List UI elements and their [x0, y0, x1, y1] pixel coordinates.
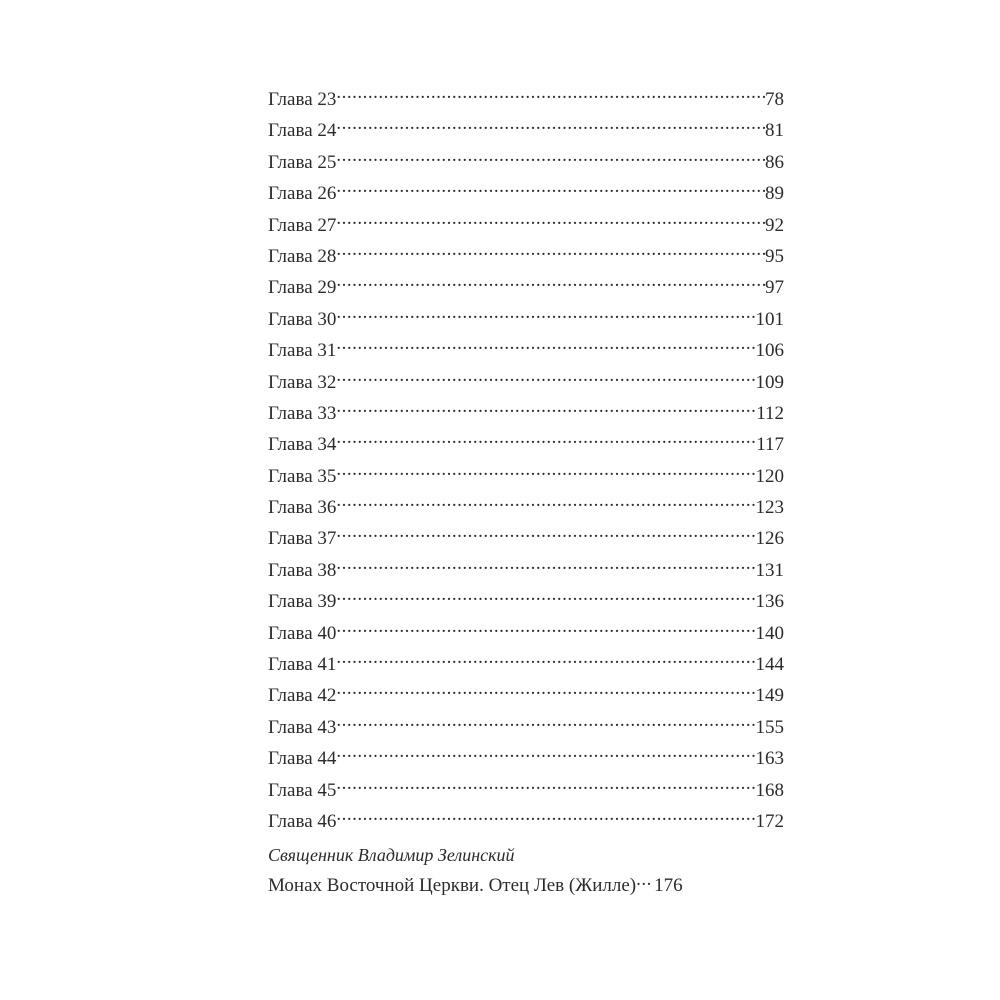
dot-leader	[336, 369, 755, 388]
toc-entry	[268, 178, 784, 209]
table-of-contents	[268, 84, 784, 901]
toc-entry-page: 112	[756, 402, 784, 424]
toc-entry-page: 163	[755, 748, 784, 770]
toc-entry-page: 89	[765, 183, 784, 205]
dot-leader	[336, 620, 755, 639]
toc-entry-label: Глава 38	[268, 559, 337, 581]
dot-leader	[336, 117, 765, 136]
toc-entry-label: Глава 35	[268, 465, 337, 487]
toc-entry-page: 97	[765, 277, 784, 299]
toc-entry-label: Глава 44	[268, 748, 337, 770]
toc-final-entry	[268, 871, 784, 901]
toc-entry-page: 120	[755, 465, 784, 487]
toc-entry-page: 172	[755, 810, 784, 832]
toc-entry-page: 126	[755, 528, 784, 550]
toc-entry	[268, 335, 784, 366]
toc-entry-page: 106	[755, 340, 784, 362]
toc-entry-page: 168	[755, 779, 784, 801]
toc-entry	[268, 429, 784, 460]
dot-leader	[636, 872, 654, 891]
toc-entry-label: Глава 46	[268, 810, 337, 832]
dot-leader	[336, 337, 755, 356]
toc-entry-page: 78	[765, 89, 784, 110]
toc-entry-page: 92	[765, 214, 784, 236]
dot-leader	[336, 557, 755, 576]
toc-entry-label: Глава 43	[268, 716, 337, 738]
toc-entry-page: 101	[755, 308, 784, 330]
toc-entry-label: Глава 29	[268, 277, 337, 299]
dot-leader	[336, 243, 765, 262]
toc-entry	[268, 147, 784, 178]
toc-entry-page: 155	[755, 716, 784, 738]
toc-entry	[268, 492, 784, 523]
dot-leader	[336, 463, 755, 482]
toc-entry-label: Глава 27	[268, 214, 337, 236]
toc-entry-page: 131	[755, 559, 784, 581]
dot-leader	[336, 777, 755, 796]
toc-entry-label: Глава 45	[268, 779, 337, 801]
toc-entry-label: Глава 28	[268, 245, 337, 267]
dot-leader	[336, 149, 765, 168]
toc-entry-label: Монах Восточной Церкви. Отец Лев (Жилле)	[268, 875, 637, 897]
toc-entry	[268, 586, 784, 617]
toc-entry-label: Глава 37	[268, 528, 337, 550]
toc-entry	[268, 680, 784, 711]
dot-leader	[336, 494, 755, 513]
toc-entry	[268, 367, 784, 398]
dot-leader	[336, 682, 755, 701]
toc-entry-label: Глава 40	[268, 622, 337, 644]
dot-leader	[336, 714, 755, 733]
toc-entry	[268, 555, 784, 586]
dot-leader	[336, 212, 765, 231]
toc-entry	[268, 649, 784, 680]
toc-entry	[268, 775, 784, 806]
toc-entry-label: Глава 41	[268, 654, 337, 676]
toc-entry-list	[268, 84, 784, 837]
toc-entry-page: 86	[765, 151, 784, 173]
toc-entry	[268, 210, 784, 241]
toc-entry	[268, 304, 784, 335]
dot-leader	[336, 808, 755, 827]
dot-leader	[336, 400, 756, 419]
dot-leader	[336, 588, 755, 607]
toc-entry-page: 149	[755, 685, 784, 707]
dot-leader	[336, 306, 755, 325]
toc-entry-page: 136	[755, 591, 784, 613]
toc-entry-page: 176	[654, 875, 683, 897]
toc-entry	[268, 743, 784, 774]
toc-entry-page: 95	[765, 245, 784, 267]
toc-entry-label: Глава 36	[268, 497, 337, 519]
toc-entry-label: Глава 24	[268, 120, 337, 142]
dot-leader	[336, 86, 765, 105]
toc-entry-label: Глава 23	[268, 89, 337, 110]
dot-leader	[336, 525, 755, 544]
toc-entry	[268, 618, 784, 649]
toc-entry	[268, 461, 784, 492]
toc-entry	[268, 398, 784, 429]
toc-entry-label: Глава 34	[268, 434, 337, 456]
toc-entry	[268, 272, 784, 303]
toc-entry-label: Глава 32	[268, 371, 337, 393]
toc-entry-label: Глава 42	[268, 685, 337, 707]
toc-entry-page: 144	[755, 654, 784, 676]
toc-entry-label: Глава 33	[268, 402, 337, 424]
dot-leader	[336, 274, 765, 293]
toc-entry-page: 81	[765, 120, 784, 142]
toc-entry	[268, 523, 784, 554]
toc-entry-label: Глава 31	[268, 340, 337, 362]
author-name: Священник Владимир Зелинский	[268, 845, 515, 866]
toc-entry	[268, 241, 784, 272]
toc-entry	[268, 115, 784, 146]
toc-entry-label: Глава 26	[268, 183, 337, 205]
dot-leader	[336, 651, 755, 670]
toc-entry-page: 140	[755, 622, 784, 644]
toc-entry-label: Глава 30	[268, 308, 337, 330]
dot-leader	[336, 431, 756, 450]
dot-leader	[336, 745, 755, 764]
toc-entry-page: 117	[756, 434, 784, 456]
dot-leader	[336, 180, 765, 199]
toc-entry-page: 123	[755, 497, 784, 519]
toc-entry-page: 109	[755, 371, 784, 393]
toc-entry	[268, 806, 784, 837]
toc-entry	[268, 712, 784, 743]
toc-entry-label: Глава 25	[268, 151, 337, 173]
toc-entry	[268, 84, 784, 115]
toc-entry-label: Глава 39	[268, 591, 337, 613]
